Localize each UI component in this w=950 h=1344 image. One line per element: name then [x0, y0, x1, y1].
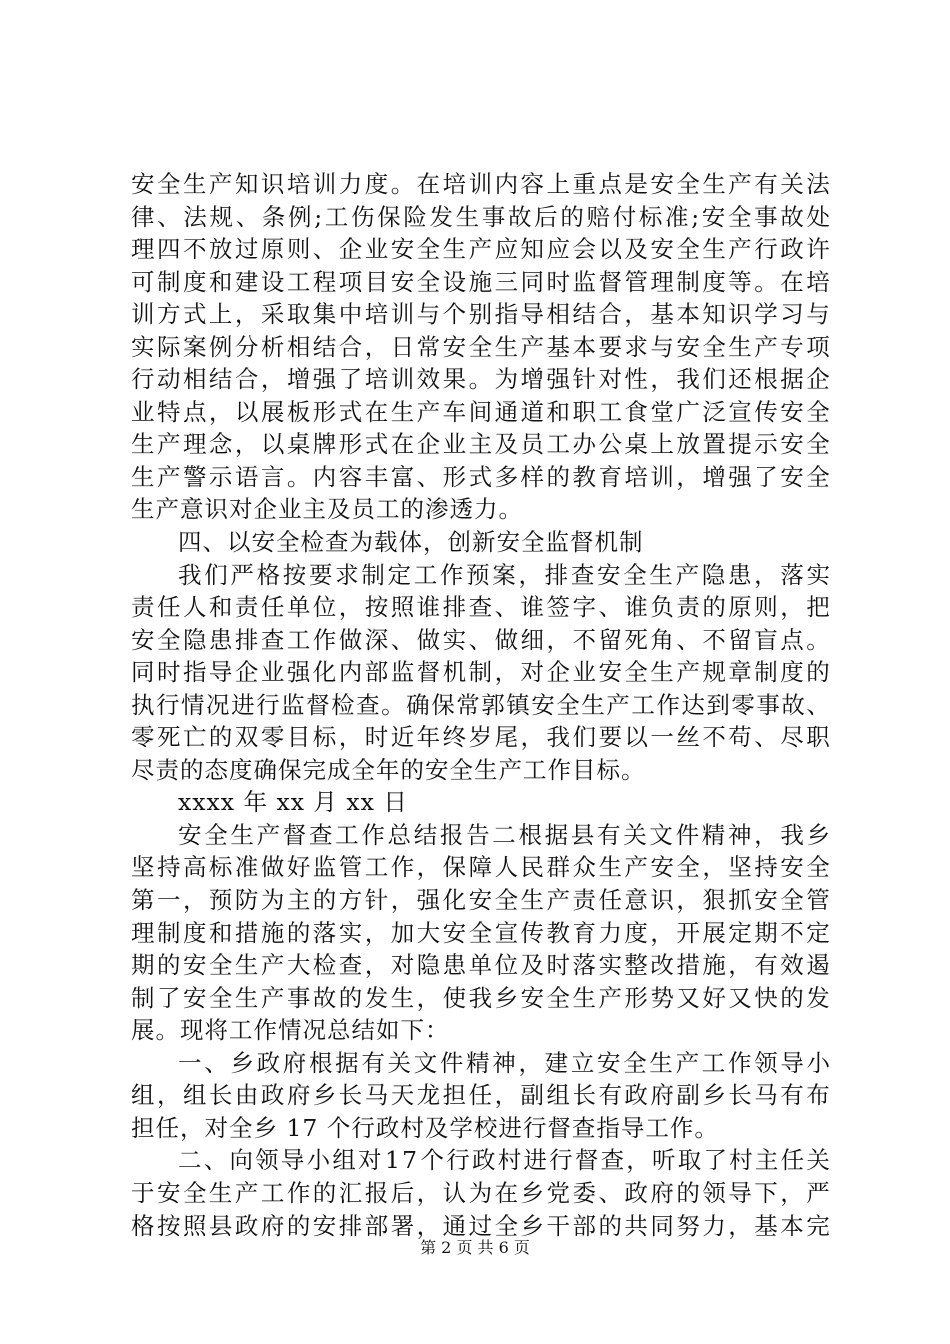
- text-line: 担任，对全乡 17 个行政村及学校进行督查指导工作。: [131, 1113, 719, 1142]
- paragraph-first-line: 一 、 乡 政 府 根 据 有 关 文 件 精 神 ， 建 立 安 全 生 产 工 作 领 导 小: [178, 1048, 831, 1077]
- section-heading: 四、以安全检查为载体，创新安全监督机制: [178, 528, 644, 557]
- text-line: 期 的 安 全 生 产 大 检 查 ， 对 隐 患 单 位 及 时 落 实 整 改 措 施 ， 有 效 遏: [131, 951, 831, 980]
- page-number-footer: 第 2 页 共 6 页: [420, 1238, 530, 1257]
- text-line: 可 制 度 和 建 设 工 程 项 目 安 全 设 施 三 同 时 监 督 管 理 制 度 等 。 在 培: [131, 267, 831, 296]
- text-line: 展。现将工作情况总结如下：: [131, 1016, 450, 1045]
- text-line: 理 四 不 放 过 原 则 、 企 业 安 全 生 产 应 知 应 会 以 及 安 全 生 产 行 政 许: [131, 235, 831, 264]
- paragraph-first-line: 二 、 向 领 导 小 组 对 1 7 个 行 政 村 进 行 督 查 ， 听 取 了 村 主 任 关: [178, 1146, 831, 1175]
- text-line: 于 安 全 生 产 工 作 的 汇 报 后 ， 认 为 在 乡 党 委 、 政 府 的 领 导 下 ， 严: [131, 1178, 831, 1207]
- text-line: 业 特 点 ， 以 展 板 形 式 在 生 产 车 间 通 道 和 职 工 食 堂 广 泛 宣 传 安 全: [131, 397, 831, 426]
- text-line: 制 了 安 全 生 产 事 故 的 发 生 ， 使 我 乡 安 全 生 产 形 势 又 好 又 快 的 发: [131, 983, 831, 1012]
- date-line: xxxx 年 xx 月 xx 日: [178, 788, 408, 817]
- text-line: 理 制 度 和 措 施 的 落 实 ， 加 大 安 全 宣 传 教 育 力 度 ， 开 展 定 期 不 定: [131, 918, 831, 947]
- text-line: 行 动 相 结 合 ， 增 强 了 培 训 效 果 。 为 增 强 针 对 性 ， 我 们 还 根 据 企: [131, 365, 831, 394]
- text-line: 安 全 生 产 知 识 培 训 力 度 。 在 培 训 内 容 上 重 点 是 安 全 生 产 有 关 法: [131, 170, 831, 198]
- document-body: [131, 168, 831, 1242]
- text-line: 格 按 照 县 政 府 的 安 排 部 署 ， 通 过 全 乡 干 部 的 共 同 努 力 ， 基 本 完: [131, 1211, 831, 1240]
- text-line: 第 一 ， 预 防 为 主 的 方 针 ， 强 化 安 全 生 产 责 任 意 识 ， 狠 抓 安 全 管: [131, 886, 831, 915]
- text-line: 同 时 指 导 企 业 强 化 内 部 监 督 机 制 ， 对 企 业 安 全 生 产 规 章 制 度 的: [131, 658, 831, 687]
- paragraph-first-line: 我 们 严 格 按 要 求 制 定 工 作 预 案 ， 排 查 安 全 生 产 隐 患 ， 落 实: [178, 560, 831, 589]
- text-line: 执 行 情 况 进 行 监 督 检 查 。 确 保 常 郭 镇 安 全 生 产 工 作 达 到 零 事 故 、: [131, 690, 831, 719]
- text-line: 生 产 警 示 语 言 。 内 容 丰 富 、 形 式 多 样 的 教 育 培 训 ， 增 强 了 安 全: [131, 462, 831, 491]
- text-line: 生产意识对企业主及员工的渗透力。: [131, 495, 523, 524]
- paragraph-first-line: 安 全 生 产 督 查 工 作 总 结 报 告 二 根 据 县 有 关 文 件 精 神 ， 我 乡: [178, 820, 831, 849]
- text-line: 训 方 式 上 ， 采 取 集 中 培 训 与 个 别 指 导 相 结 合 ， 基 本 知 识 学 习 与: [131, 300, 831, 329]
- text-line: 尽责的态度确保完成全年的安全生产工作目标。: [131, 755, 646, 784]
- text-line: 实 际 案 例 分 析 相 结 合 ， 日 常 安 全 生 产 基 本 要 求 与 安 全 生 产 专 项: [131, 332, 831, 361]
- text-line: 零 死 亡 的 双 零 目 标 ， 时 近 年 终 岁 尾 ， 我 们 要 以 一 丝 不 苟 、 尽 职: [131, 723, 831, 752]
- text-line: 组 ， 组 长 由 政 府 乡 长 马 天 龙 担 任 ， 副 组 长 有 政 府 副 乡 长 马 有 布: [131, 1081, 831, 1110]
- text-line: 安 全 隐 患 排 查 工 作 做 深 、 做 实 、 做 细 ， 不 留 死 角 、 不 留 盲 点 。: [131, 625, 831, 654]
- text-line: 律 、 法 规 、 条 例 ; 工 伤 保 险 发 生 事 故 后 的 赔 付 标 准 ; 安 全 事 故 处: [131, 202, 831, 231]
- text-line: 坚 持 高 标 准 做 好 监 管 工 作 ， 保 障 人 民 群 众 生 产 安 全 ， 坚 持 安 全: [131, 853, 831, 882]
- text-line: 生 产 理 念 ， 以 桌 牌 形 式 在 企 业 主 及 员 工 办 公 桌 上 放 置 提 示 安 全: [131, 430, 831, 459]
- text-line: 责 任 人 和 责 任 单 位 ， 按 照 谁 排 查 、 谁 签 字 、 谁 负 责 的 原 则 ， 把: [131, 593, 831, 622]
